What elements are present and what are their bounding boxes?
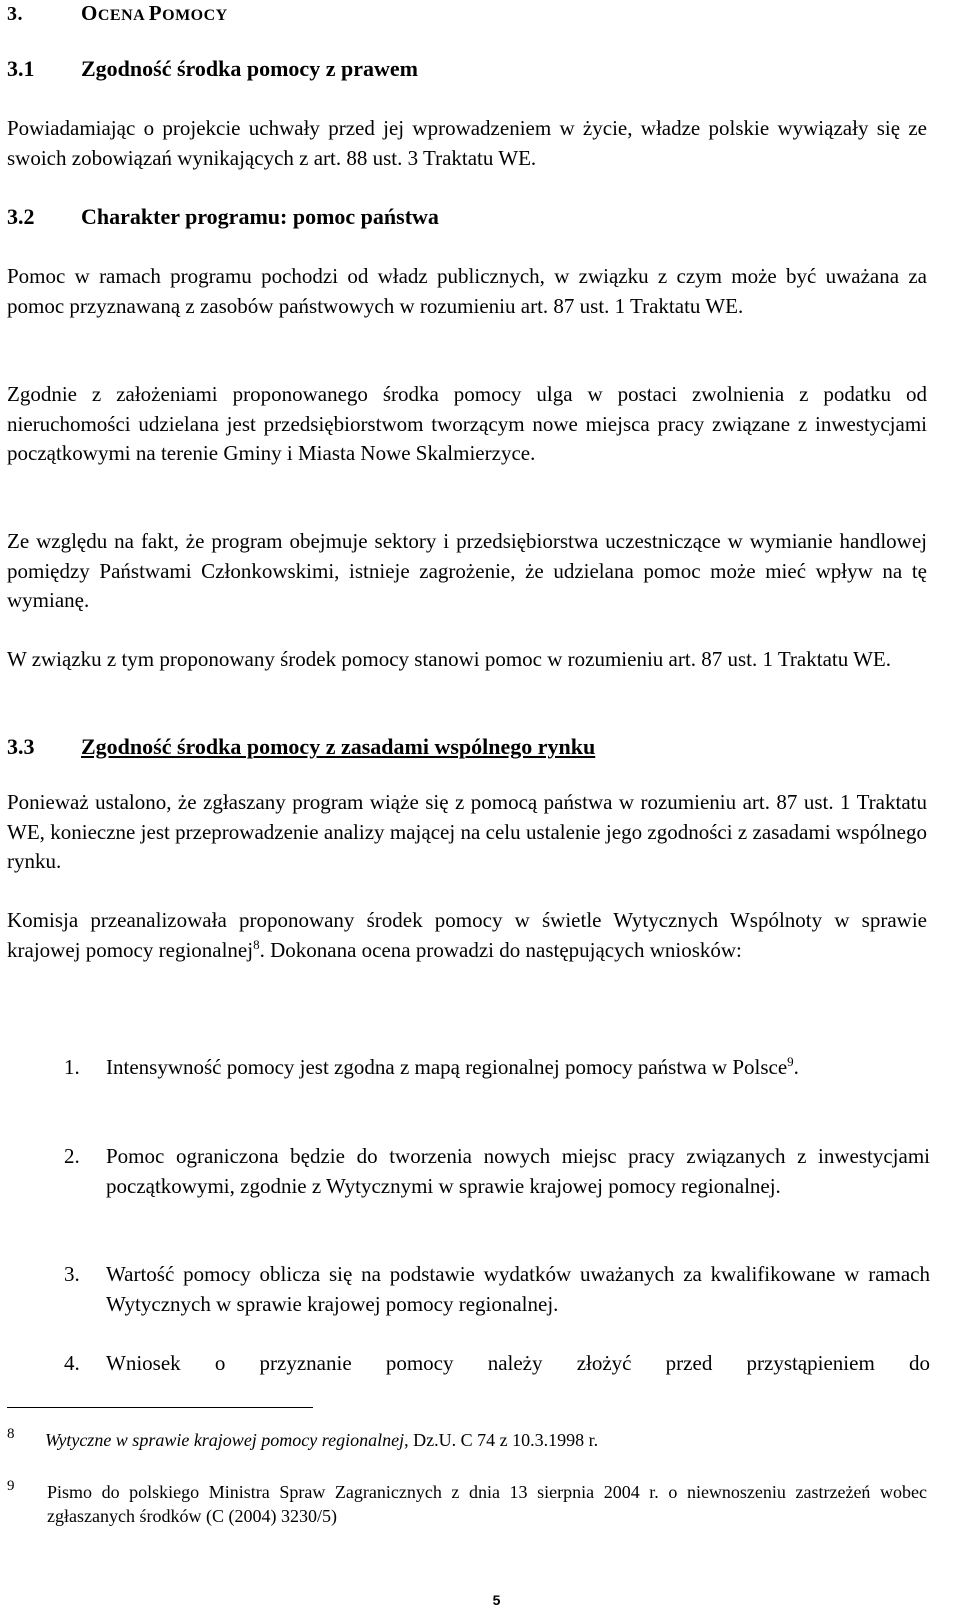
paragraph: Zgodnie z założeniami proponowanego środka pomocy ulga w postaci zwolnienia z podatku od nieruchomości udzielana jest przedsiębiorstwom tworzącym nowe miejsca pracy związane z inwestycjami początkowymi na terenie Gminy i Miasta Nowe Skalmierzyce. xyxy=(7,382,927,465)
list-number: 4. xyxy=(64,1351,80,1375)
list-item: 1. Intensywność pomocy jest zgodna z mapą regionalnej pomocy państwa w Polsce$^9$. xyxy=(64,1053,930,1083)
page-number: 5 xyxy=(492,1592,501,1608)
paragraph: Powiadamiając o projekcie uchwały przed jej wprowadzeniem w życie, władze polskie wywiązały się ze swoich zobowiązań wynikających z art. 88 ust. 3 Traktatu WE. xyxy=(7,116,927,170)
section-title: Zgodność środka pomocy z zasadami wspólnego rynku xyxy=(81,734,596,759)
footnote-separator xyxy=(7,1407,313,1408)
list-number: 1. xyxy=(64,1055,80,1079)
footnote-number: 9 xyxy=(7,1478,15,1494)
section-title: Charakter programu: pomoc państwa xyxy=(81,204,439,229)
list-item: 3. Wartość pomocy oblicza się na podstawie wydatków uważanych za kwalifikowane w ramach Wytycznych w sprawie krajowej pomocy regionalnej. xyxy=(64,1262,930,1316)
section-heading-3: 3. OCENA POMOCY xyxy=(7,1,228,25)
paragraph: Pomoc w ramach programu pochodzi od władz publicznych, w związku z czym może być uważana za pomoc przyznawaną z zasobów państwowych w rozumieniu art. 87 ust. 1 Traktatu WE. xyxy=(7,264,927,318)
list-number: 2. xyxy=(64,1144,80,1168)
paragraph: Ponieważ ustalono, że zgłaszany program wiąże się z pomocą państwa w rozumieniu art. 87 ust. 1 Traktatu WE, konieczne jest przeprowadzenie analizy mającej na celu ustalenie jego zgodności z zasadami wspólnego rynku. xyxy=(7,790,927,873)
paragraph: Ze względu na fakt, że program obejmuje sektory i przedsiębiorstwa uczestniczące w wymianie handlowej pomiędzy Państwami Członkowskimi, istnieje zagrożenie, że udzielana pomoc może mieć wpływ na tę wymianę. xyxy=(7,529,927,612)
list-item: 2. Pomoc ograniczona będzie do tworzenia nowych miejsc pracy związanych z inwestycjami początkowymi, zgodnie z Wytycznymi w sprawie krajowej pomocy regionalnej. xyxy=(64,1144,930,1198)
footnote-ref-8[interactable]: 8 xyxy=(253,936,260,952)
section-number: 3.2 xyxy=(7,204,35,229)
list-number: 3. xyxy=(64,1262,80,1286)
section-heading-3-3 xyxy=(7,733,595,761)
footnote-9: 9 Pismo do polskiego Ministra Spraw Zagranicznych z dnia 13 sierpnia 2004 r. o niewnoszeniu zastrzeżeń wobec zgłaszanych środków (C (2004) 3230/5) xyxy=(7,1480,927,1528)
footnote-number: 8 xyxy=(7,1426,15,1442)
list-item: 4. Wniosek o przyznanie pomocy należy złożyć przed przystąpieniem do xyxy=(64,1349,930,1379)
section-heading-3-1 xyxy=(7,55,418,83)
section-heading-3-2 xyxy=(7,203,439,231)
footnote-ref-9[interactable]: 9 xyxy=(787,1054,794,1069)
section-number: 3.3 xyxy=(7,734,35,759)
section-number: 3. xyxy=(7,3,23,25)
paragraph: Komisja przeanalizowała proponowany środek pomocy w świetle Wytycznych Wspólnoty w sprawie krajowej pomocy regionalnej$^8$. Dokonana ocena prowadzi do następujących wniosków: xyxy=(7,908,927,962)
section-number: 3.1 xyxy=(7,56,35,81)
footnote-8: 8 Wytyczne w sprawie krajowej pomocy regionalnej, Dz.U. C 74 z 10.3.1998 r. xyxy=(7,1428,927,1452)
section-title: Zgodność środka pomocy z prawem xyxy=(81,56,418,81)
paragraph: W związku z tym proponowany środek pomocy stanowi pomoc w rozumieniu art. 87 ust. 1 Traktatu WE. xyxy=(7,647,891,671)
